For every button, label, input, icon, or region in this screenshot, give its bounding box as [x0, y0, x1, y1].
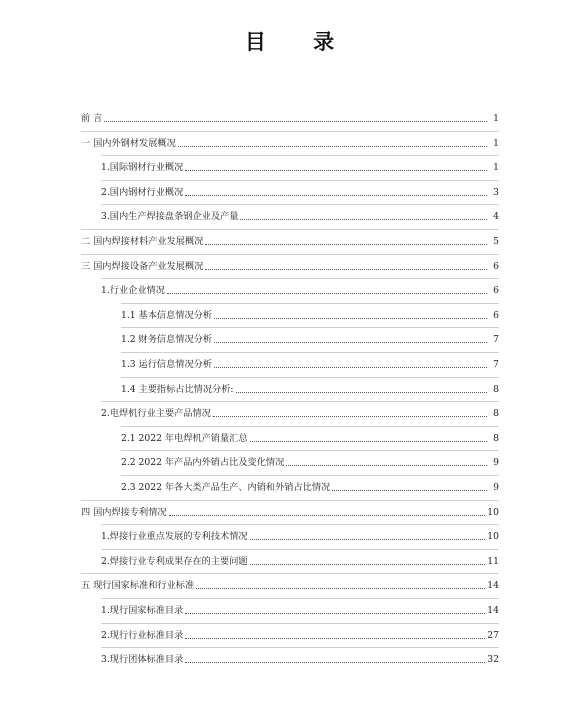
- toc-separator: [101, 155, 499, 156]
- toc-entry-label: 2.国内钢材行业概况: [101, 186, 184, 198]
- toc-entry[interactable]: [101, 162, 499, 174]
- toc-leader-dots: [205, 244, 487, 245]
- toc-entry-label: 五 现行国家标准和行业标准: [81, 580, 195, 592]
- toc-entry[interactable]: [101, 531, 499, 543]
- toc-separator: [121, 303, 499, 304]
- toc-entry-page-number: 6: [493, 309, 499, 321]
- toc-entry-page-number: 7: [493, 359, 499, 370]
- toc-entry[interactable]: [81, 507, 499, 519]
- toc-leader-dots: [214, 367, 487, 368]
- toc-separator: [121, 327, 499, 328]
- toc-entry[interactable]: [81, 113, 499, 125]
- page-title: 目 录: [244, 30, 355, 54]
- toc-entry-page-number: 9: [493, 482, 499, 493]
- toc-entry[interactable]: [101, 630, 499, 642]
- toc-entry[interactable]: [121, 384, 499, 396]
- toc-entry-page-number: 6: [493, 260, 499, 272]
- toc-separator: [121, 450, 499, 451]
- toc-leader-dots: [185, 662, 485, 663]
- toc-separator: [81, 229, 499, 230]
- toc-separator: [81, 131, 499, 132]
- toc-entry[interactable]: [101, 211, 499, 223]
- toc-leader-dots: [178, 146, 487, 147]
- toc-entry[interactable]: [121, 310, 499, 322]
- toc-entry-label: 2.电焊机行业主要产品情况: [101, 408, 211, 420]
- toc-entry-page-number: 27: [487, 629, 499, 641]
- toc-separator: [101, 278, 499, 279]
- toc-entry-label: 3.国内生产焊接盘条钢企业及产量: [101, 211, 239, 223]
- toc-entry-page-number: 32: [487, 654, 499, 666]
- toc-entry-label: 2.3 2022 年各大类产品生产、内销和外销占比情况: [121, 482, 331, 493]
- toc-leader-dots: [205, 269, 487, 270]
- toc-separator: [101, 549, 499, 550]
- toc-separator: [101, 524, 499, 525]
- toc-entry-label: 1.行业企业情况: [101, 285, 165, 297]
- toc-separator: [81, 500, 499, 501]
- toc-entry-page-number: 8: [493, 432, 499, 444]
- toc-separator: [121, 475, 499, 476]
- toc-entry-page-number: 8: [493, 408, 499, 420]
- toc-entry[interactable]: [121, 457, 499, 469]
- toc-separator: [81, 254, 499, 255]
- toc-separator: [121, 352, 499, 353]
- toc-leader-dots: [185, 638, 485, 639]
- toc-leader-dots: [104, 121, 487, 122]
- toc-entry-label: 1.4 主要指标占比情况分析:: [121, 383, 234, 395]
- toc-entry-label: 2.现行行业标准目录: [101, 629, 184, 641]
- toc-leader-dots: [169, 515, 486, 516]
- toc-entry-page-number: 11: [487, 555, 499, 567]
- toc-separator: [81, 573, 499, 574]
- toc-entry-page-number: 1: [493, 162, 499, 174]
- toc-entry-label: 1.国际钢材行业概况: [101, 162, 184, 174]
- toc-separator: [101, 598, 499, 599]
- toc-leader-dots: [185, 170, 487, 171]
- toc-entry[interactable]: [101, 556, 499, 568]
- toc-entry-label: 2.1 2022 年电焊机产销量汇总: [121, 432, 248, 444]
- toc-entry-page-number: 10: [487, 531, 499, 543]
- toc-entry-page-number: 9: [493, 457, 499, 469]
- toc-leader-dots: [286, 465, 487, 466]
- toc-entry[interactable]: [101, 187, 499, 199]
- toc-entry-page-number: 6: [493, 285, 499, 297]
- toc-entry-page-number: 7: [493, 334, 499, 346]
- toc-entry-label: 1.3 运行信息情况分析: [121, 359, 213, 370]
- toc-entry[interactable]: [101, 654, 499, 666]
- toc-entry[interactable]: [101, 408, 499, 420]
- toc-entry-label: 四 国内焊接专利情况: [81, 506, 167, 518]
- toc-entry[interactable]: [121, 433, 499, 445]
- toc-entry[interactable]: [101, 285, 499, 297]
- toc-entry-label: 二 国内焊接材料产业发展概况: [81, 236, 204, 247]
- toc-separator: [101, 180, 499, 181]
- toc-separator: [101, 401, 499, 402]
- toc-leader-dots: [240, 219, 487, 220]
- toc-separator: [101, 204, 499, 205]
- toc-entry-page-number: 14: [487, 580, 499, 592]
- toc-entry-label: 一 国内外钢材发展概况: [81, 137, 176, 149]
- toc-entry[interactable]: [121, 482, 499, 494]
- toc-separator: [121, 426, 499, 427]
- toc-entry-page-number: 8: [493, 383, 499, 395]
- toc-entry-page-number: 10: [487, 506, 499, 518]
- toc-leader-dots: [185, 195, 487, 196]
- toc-entry-page-number: 3: [493, 186, 499, 198]
- toc-entry[interactable]: [121, 359, 499, 371]
- toc-entry-page-number: 1: [493, 137, 499, 149]
- toc-entry-label: 1.2 财务信息情况分析: [121, 334, 213, 346]
- toc-entry[interactable]: [81, 138, 499, 150]
- toc-leader-dots: [167, 293, 487, 294]
- toc-leader-dots: [332, 490, 487, 491]
- toc-entry[interactable]: [81, 580, 499, 592]
- toc-entry-page-number: 1: [493, 113, 499, 124]
- toc-entry-label: 1.1 基本信息情况分析: [121, 309, 213, 321]
- toc-leader-dots: [250, 539, 486, 540]
- toc-entry-label: 三 国内焊接设备产业发展概况: [81, 260, 204, 272]
- toc-leader-dots: [236, 392, 487, 393]
- toc-separator: [101, 623, 499, 624]
- toc-entry-page-number: 4: [493, 211, 499, 223]
- toc-entry[interactable]: [81, 236, 499, 248]
- toc-separator: [121, 377, 499, 378]
- toc-leader-dots: [196, 588, 485, 589]
- toc-entry-label: 2.2 2022 年产品内外销占比及变化情况: [121, 457, 285, 469]
- toc-entry-label: 1.现行国家标准目录: [101, 605, 184, 616]
- toc-entry-page-number: 5: [493, 236, 499, 247]
- toc-leader-dots: [214, 318, 487, 319]
- toc-entry-page-number: 14: [487, 605, 499, 616]
- toc-entry-label: 1.焊接行业重点发展的专利技术情况: [101, 531, 248, 543]
- toc-leader-dots: [213, 416, 487, 417]
- toc-entry[interactable]: [101, 605, 499, 617]
- toc-entry-label: 2.焊接行业专利成果存在的主要问题: [101, 555, 248, 567]
- toc-entry-label: 前 言: [81, 113, 103, 124]
- toc-entry[interactable]: [121, 334, 499, 346]
- toc-leader-dots: [250, 441, 487, 442]
- toc-leader-dots: [185, 613, 485, 614]
- toc-leader-dots: [214, 342, 487, 343]
- toc-entry-label: 3.现行团体标准目录: [101, 654, 184, 666]
- toc-entry[interactable]: [81, 261, 499, 273]
- toc-leader-dots: [250, 564, 486, 565]
- toc-separator: [101, 647, 499, 648]
